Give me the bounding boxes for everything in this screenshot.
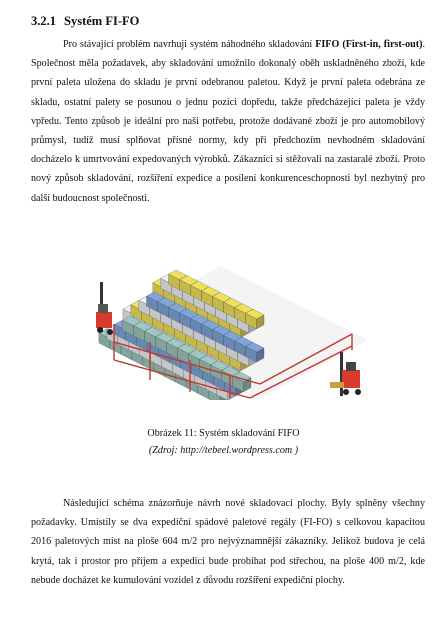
paragraph-1-pre: Pro stávající problém navrhuji systém náhodného skladování <box>63 39 316 50</box>
figure-caption: Obrázek 11: Systém skladování FIFO <box>147 428 300 439</box>
forklift-left-icon <box>96 282 113 335</box>
paragraph-1-bold-term: FIFO (First-in, first-out) <box>315 39 423 50</box>
paragraph-1-post: . Společnost měla požadavek, aby skladování umožnilo dokonalý oběh uskladněného zboží, kde první paleta uložena do skladu je první odebranou paletou. Když je první paleta odebrána ze skladu, ostatní palety se posunou o jednu pozici dopředu, takže předcházející paleta je vždy vpředu. Tento způsob je ideální pro naši potřebu, protože dodávané zboží je pro automobilový průmysl, tudíž musí splňovat přísné normy, kdy při předchozím nevhodném skladování docházelo k umrtvování expedovaných výrobků. Zákazníci si stěžovali na zastaralé zboží. Proto nový způsob skladování, rozšíření expedice a posílení konkurenceschopnosti byl nezbytný pro další budoucnost společnosti. <box>31 39 425 204</box>
paragraph-new-layout <box>31 494 425 590</box>
section-heading <box>31 14 139 29</box>
paragraph-2-text: Následující schéma znázorňuje návrh nové skladovací plochy. Byly splněny všechny požadavky. Umístily se dva expediční spádové paletové regály (FI-FO) s celkovou kapacitou 2016 paletových míst na ploše 604 m/2 pro nejvýznamnější zákazníky. Jelikož budova je celá krytá, tak i prostor pro příjem a expedici bude probíhat pod střechou, na ploše 400 m/2, kde nebude docházet ke kumulování vozidel z důvodu rozšíření expediční plochy. <box>31 498 425 586</box>
forklift-right-icon <box>330 352 361 396</box>
section-number: 3.2.1 <box>31 14 56 28</box>
figure-source: (Zdroj: http://tebeel.wordpress.com ) <box>148 445 299 456</box>
fifo-rack-illustration <box>90 242 380 400</box>
paragraph-fifo-intro <box>31 35 425 208</box>
section-title: Systém FI-FO <box>64 14 140 28</box>
